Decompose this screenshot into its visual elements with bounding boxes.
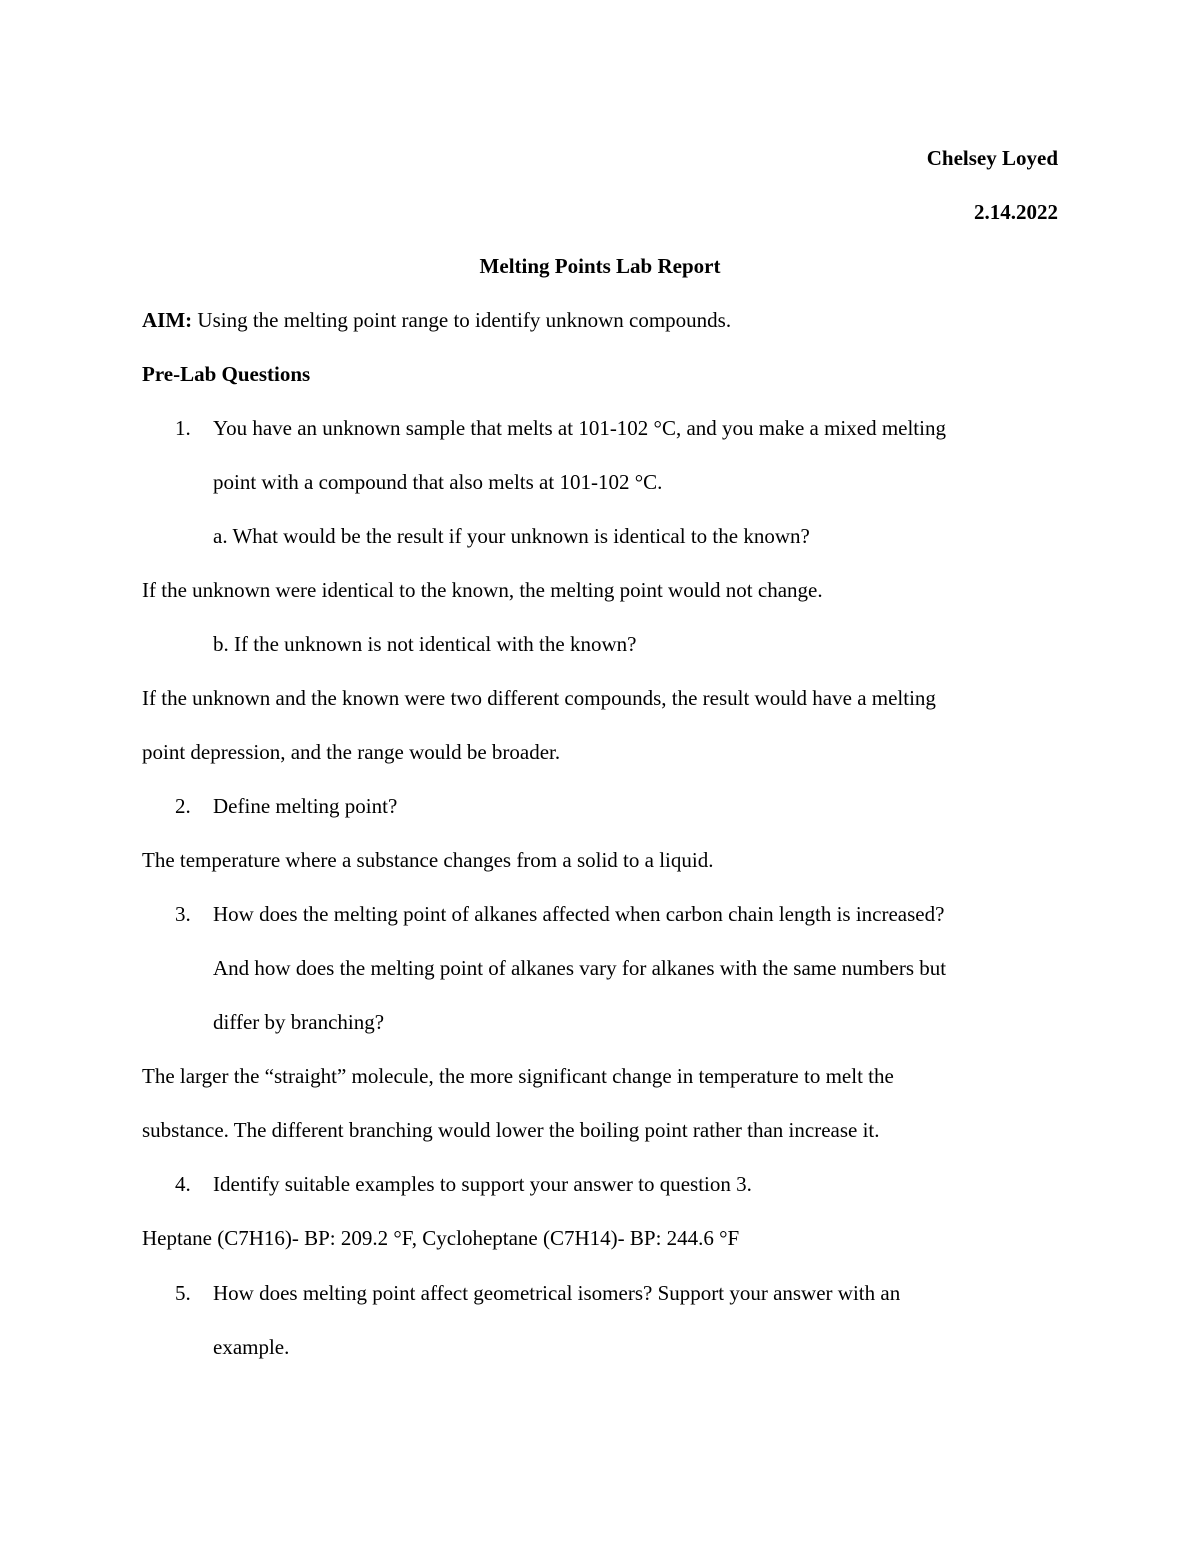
q3-number: 3. xyxy=(175,902,191,926)
q4-text: Identify suitable examples to support your answer to question 3. xyxy=(213,1172,752,1196)
q1-sub-b: b. If the unknown is not identical with the known? xyxy=(213,632,637,656)
q1-text-line1: You have an unknown sample that melts at 101-102 °C, and you make a mixed melting xyxy=(213,416,946,440)
q3-text-line3: differ by branching? xyxy=(213,1010,385,1034)
q1-sub-a: a. What would be the result if your unknown is identical to the known? xyxy=(213,524,810,548)
q2-number: 2. xyxy=(175,794,191,818)
q1-answer-b-line1: If the unknown and the known were two different compounds, the result would have a melting xyxy=(142,686,936,710)
prelab-heading: Pre-Lab Questions xyxy=(142,362,311,386)
q1-answer-b-line2: point depression, and the range would be broader. xyxy=(142,740,561,764)
q5-number: 5. xyxy=(175,1281,191,1305)
q4-number: 4. xyxy=(175,1172,191,1196)
q3-answer-line1: The larger the “straight” molecule, the more significant change in temperature to melt the xyxy=(142,1064,894,1088)
q1-number: 1. xyxy=(175,416,191,440)
q2-answer: The temperature where a substance changes from a solid to a liquid. xyxy=(142,848,714,872)
report-date: 2.14.2022 xyxy=(974,200,1058,224)
q4-answer: Heptane (C7H16)- BP: 209.2 °F, Cycloheptane (C7H14)- BP: 244.6 °F xyxy=(142,1226,740,1250)
aim-text: Using the melting point range to identify unknown compounds. xyxy=(197,308,732,332)
q3-answer-line2: substance. The different branching would lower the boiling point rather than increase it. xyxy=(142,1118,880,1142)
q3-text-line2: And how does the melting point of alkanes vary for alkanes with the same numbers but xyxy=(213,956,947,980)
q3-text-line1: How does the melting point of alkanes affected when carbon chain length is increased? xyxy=(213,902,945,926)
aim-line xyxy=(142,307,731,333)
aim-label: AIM: xyxy=(142,308,193,332)
q2-text: Define melting point? xyxy=(213,794,398,818)
q5-text-line2: example. xyxy=(213,1335,290,1359)
q1-text-line2: point with a compound that also melts at 101-102 °C. xyxy=(213,470,663,494)
report-title: Melting Points Lab Report xyxy=(479,254,721,278)
author-name: Chelsey Loyed xyxy=(926,146,1058,170)
q5-text-line1: How does melting point affect geometrical isomers? Support your answer with an xyxy=(213,1281,901,1305)
q1-answer-a: If the unknown were identical to the known, the melting point would not change. xyxy=(142,578,823,602)
